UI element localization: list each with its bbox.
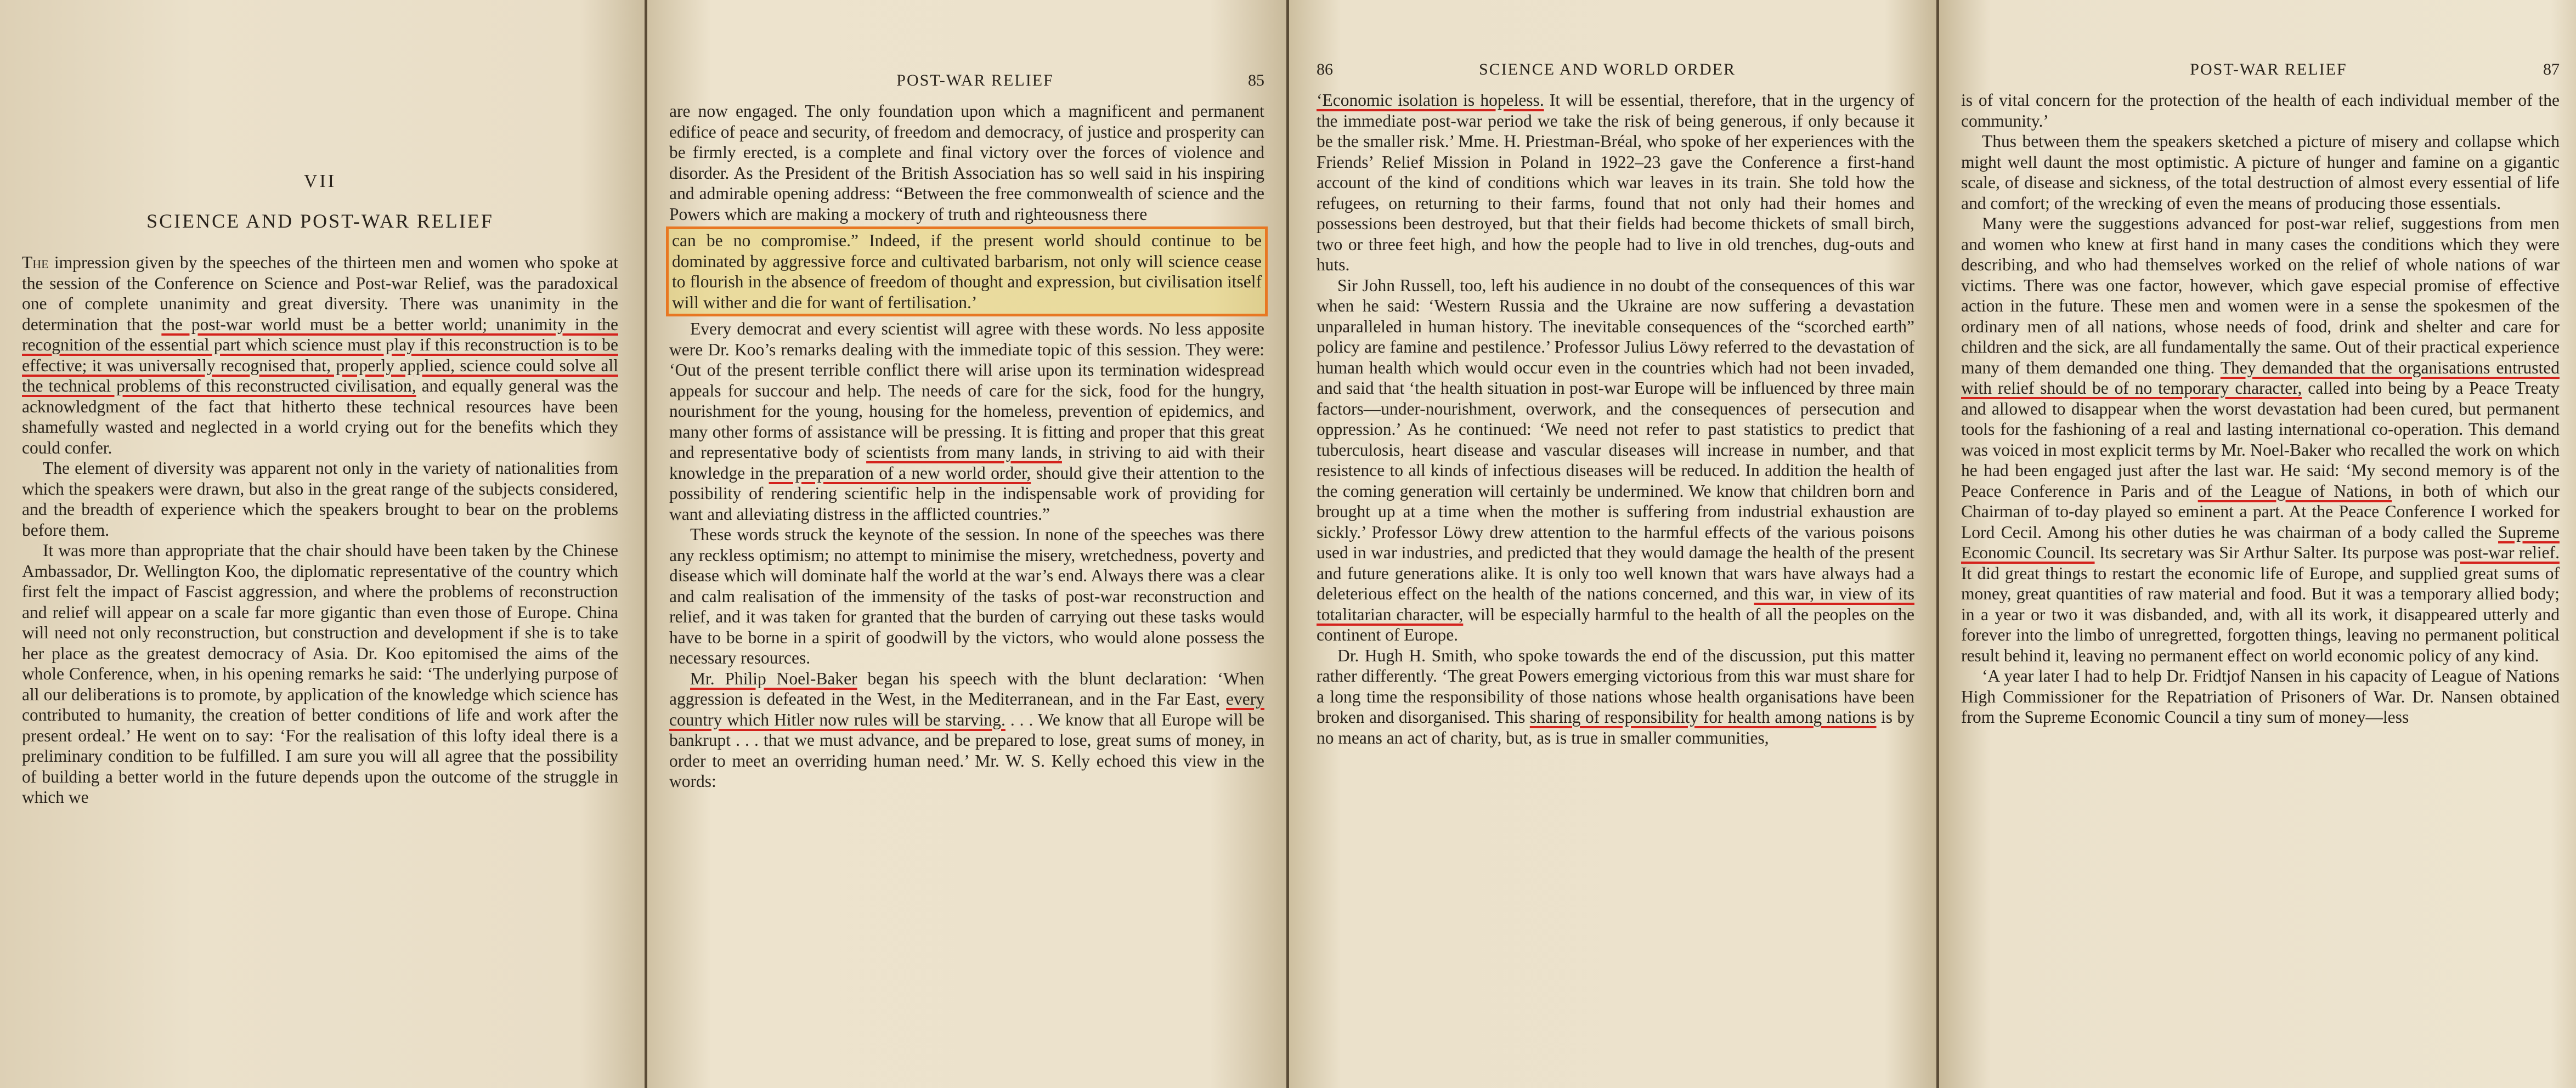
underlined-passage: Supreme Economic Council.: [1961, 522, 2560, 562]
page-number: 85: [1247, 71, 1264, 89]
highlighted-passage: [666, 226, 1268, 316]
page-header: [669, 71, 1264, 93]
highlighted-text: can be no compromise.” Indeed, if the present world should continue to be dominated by aggressive force and cultivated barbarism, not only will science cease to flourish in the absence of freedom of thought and expression, but civilisation itself will wither and die for want of fertilisation.’: [672, 231, 1262, 312]
text-run: and equally general was the acknowledgment of the fact that hitherto these technical resources have been shamefully wasted and neglected in a world crying out for the benefits which they could confer.: [22, 376, 618, 457]
page-85: [647, 0, 1286, 1088]
paragraph: The element of diversity was apparent not only in the variety of nationalities from which the speakers were drawn, but also in the great range of the subjects considered, and the breadth of experience which the speakers brought to bear on the problems before them.: [22, 458, 618, 540]
underlined-passage: sharing of responsibility for health among nations: [1529, 707, 1877, 727]
paragraph: Thus between them the speakers sketched a picture of misery and collapse which might well daunt the most optimistic. A picture of hunger and famine on a gigantic scale, of disease and sickness, of the total destruction of almost every essential of life and comfort; of the wrecking of even the means of producing those essentials.: [1961, 132, 2560, 213]
chapter-number: VII: [303, 171, 337, 191]
page-86-body: [1317, 90, 1914, 748]
page-number: 87: [2543, 60, 2560, 78]
text-run: It will be essential, therefore, that in the urgency of the immediate post-war period we take the risk of being generous, if only because it be the smaller risk.’ Mme. H. Priestman-Bréal, who spoke of her experiences with the Friends’ Relief Mission in Poland in 1922–23 gave the Conference a first-hand account of the kind of conditions which war leaves in its train. She told how the refugees, on returning to their farms, found that not only had their homes and possessions been destroyed, but that their fields had become thickets of small birch, two or three feet high, and how the people had to live in old trenches, dug-outs and huts.: [1317, 90, 1915, 274]
text-run: in striving to aid with their knowledge in: [669, 443, 1265, 483]
underlined-passage: post-war relief.: [2454, 543, 2560, 562]
text-run: should give their attention to the possibility of rendering scientific help in the indispensable work of providing for want and alleviating distress in the afflicted countries.”: [669, 463, 1264, 524]
text-run: Sir John Russell, too, left his audience in no doubt of the consequences of this war when he said: ‘Western Russia and the Ukraine are now suffering a devastation unparalleled in human history. The inevitable consequences of the “scorched earth” policy are famine and pestilence.’ Professor Julius Löwy referred to the devastation of human health which would occur even in the countries which had not been invaded, and said that ‘the health situation in post-war Europe will be influenced by three main factors—under-nourishment, overwork, and the consequences of persecution and oppression.’ As he continued: ‘We need not refer to past statistics to predict that tuberculosis, heart disease and vascular diseases will increase in number, and that resistence to all kinds of infectious diseases will be reduced. In addition the health of the coming generation will certainly be undermined. We know that children born and brought up at a time when the mother is suffering from industrial exhaustion are sickly.’ Professor Löwy drew attention to the harmful effects of the various poisons used in war industries, and predicted that they would damage the health of the present and future generations alike. It is only too well known that wars have always had a deleterious effect on the health of the nations concerned, and: [1317, 275, 1914, 603]
text-run: began his speech with the blunt declaration: ‘When aggression is defeated in the West, in the Mediterranean, and in the Far East,: [669, 668, 1264, 709]
paragraph: [669, 319, 1264, 524]
paragraph: are now engaged. The only foundation upon which a magnificent and permanent edifice of peace and security, of freedom and democracy, of justice and prosperity can be firmly erected, is a complete and final victory over the forces of violence and disorder. As the President of the British Association has so well said in his inspiring and admirable opening address: “Between the free commonwealth of science and the Powers which are making a mockery of truth and righteousness there: [669, 101, 1264, 224]
running-head: SCIENCE AND WORLD ORDER: [1479, 60, 1736, 78]
text-run: Dr. Hugh H. Smith, who spoke towards the end of the discussion, put this matter rather differently. ‘The great Powers emerging victorious from this war must share for a long time the responsibility of those nations whose health organisations have been broken and disorganised. This: [1317, 645, 1914, 727]
text-run: is by no means an act of charity, but, as is true in smaller communities,: [1317, 707, 1915, 747]
paragraph: It was more than appropriate that the chair should have been taken by the Chinese Ambassador, Dr. Wellington Koo, the diplomatic representative of the country which first felt the impact of Fascist aggression, and where the problems of reconstruction and relief will appear on a scale far more gigantic than even those of Europe. China will need not only reconstruction, but construction and development if she is to take her place as the greatest democracy of Asia. Dr. Koo epitomised the aims of the whole Conference, when, in his opening remarks he said: ‘The underlying purpose of all our deliberations is to promote, by application of the knowledge which science has contributed to humanity, the creation of better conditions of life and work after the present ordeal.’ He went on to say: ‘For the realisation of this lofty ideal there is a preliminary condition to be fulfilled. I am sure you will all agree that the possibility of building a better world in the future depends upon the outcome of the struggle in which we: [22, 541, 618, 807]
chapter-title: SCIENCE AND POST-WAR RELIEF: [146, 210, 494, 232]
underlined-passage: scientists from many lands,: [866, 443, 1062, 462]
paragraph: [22, 252, 618, 458]
paragraph: [1961, 213, 2560, 666]
text-run: . . . We know that all Europe will be bankrupt . . . that we must advance, and be prepared to lose, great sums of money, in order to meet an overriding human need.’ Mr. W. S. Kelly echoed this view in the words:: [669, 710, 1264, 791]
paragraph: [669, 668, 1264, 792]
page-87: [1939, 0, 2576, 1088]
paragraph: is of vital concern for the protection of the health of each individual member of the community.’: [1961, 90, 2560, 131]
paragraph: [1317, 275, 1914, 645]
page-85-body: [669, 101, 1264, 792]
underlined-passage: this war, in view of its totalitarian character,: [1317, 584, 1914, 624]
underlined-passage: of the League of Nations,: [2197, 481, 2392, 501]
page-87-body: [1961, 90, 2560, 728]
running-head: POST-WAR RELIEF: [2190, 60, 2347, 78]
underlined-passage: the preparation of a new world order,: [769, 463, 1031, 483]
text-run: It did great things to restart the economic life of Europe, and supplied great sums of money, great quantities of raw material and food. But it was a temporary allied body; in a year or two it was disbanded, and, with all its work, it disappeared utterly and forever into the limbo of unregretted, forgotten things, leaving no permanent political result behind it, leaving no permanent effect on world economic policy of any kind.: [1961, 563, 2560, 665]
text-run: will be especially harmful to the health of all the peoples on the continent of Europe.: [1317, 604, 1914, 644]
underlined-passage: every country which Hitler now rules will be starving.: [669, 689, 1264, 729]
underlined-passage: ‘Economic isolation is hopeless.: [1317, 90, 1544, 110]
paragraph: ‘A year later I had to help Dr. Fridtjof Nansen in his capacity of League of Nations High Commissioner for the Repatriation of Prisoners of War. Dr. Nansen obtained from the Supreme Economic Council a tiny sum of money—less: [1961, 666, 2560, 727]
text-run: called into being by a Peace Treaty and allowed to disappear when the worst devastation had been cured, but permanent tools for the fashioning of a real and lasting international co-operation. This demand was voiced in most explicit terms by Mr. Noel-Baker who recalled the work on which he had been engaged just after the last war. He said: ‘My second memory is of the Peace Conference in Paris and: [1961, 378, 2560, 501]
page-number: 86: [1317, 60, 1333, 78]
underlined-passage: They demanded that the organisations entrusted with relief should be of no temporary character,: [1961, 358, 2560, 398]
paragraph: These words struck the keynote of the session. In none of the speeches was there any reckless optimism; no attempt to minimise the misery, wretchedness, poverty and disease which will dominate half the world at the war’s end. Always there was a clear and calm realisation of the immensity of the tasks of post-war reconstruction and relief, and it was taken for granted that the burden of carrying out these tasks would have to be borne in a spirit of goodwill by the victors, who would alone possess the necessary resources.: [669, 525, 1264, 667]
page-84-body: [22, 252, 618, 808]
text-run: Every democrat and every scientist will agree with these words. No less apposite were Dr. Koo’s remarks dealing with the immediate topic of this session. They were: ‘Out of the present terrible conflict there will arise upon its termination widespread appeals for succour and help. The needs of care for the sick, food for the hungry, nourishment for the young, housing for the homeless, prevention of epidemics, and many other forms of assistance will be pressing. It is fitting and proper that this great and representative body of: [669, 319, 1264, 462]
underlined-passage: Mr. Philip Noel-Baker: [690, 668, 857, 688]
text-run: Many were the suggestions advanced for post-war relief, suggestions from men and women who knew at first hand in many cases the conditions which they were describing, and who had themselves worked on the relief of whole nations of war victims. There was one factor, however, which gave especial promise of effective action in the future. These men and women were in a sense the spokesmen of the ordinary men of all nations, whose needs of food, drink and shelter and care for children and the sick, are all fundamentally the same. Out of their practical experience many of them demanded one thing.: [1961, 214, 2560, 377]
page-header: [1317, 60, 1914, 82]
drop-word: The: [22, 253, 49, 272]
text-run: impression given by the speeches of the thirteen men and women who spoke at the session of the Conference on Science and Post-war Relief, was the paradoxical one of complete unanimity and great diversity. There was unanimity in the determination that: [22, 253, 618, 334]
paragraph: [1317, 90, 1914, 275]
page-86: [1289, 0, 1936, 1088]
page-84: [0, 0, 645, 1088]
page-header: [1961, 60, 2560, 82]
running-head: POST-WAR RELIEF: [896, 71, 1054, 89]
text-run: in both of which our Chairman of to-day played so eminent a part. At the Peace Conference I worked for Lord Cecil. Among his other duties he was chairman of a body called the: [1961, 481, 2560, 542]
paragraph: [1317, 645, 1914, 749]
underlined-passage: the post-war world must be a better world; unanimity in the recognition of the essential part which science must play if this reconstruction is to be effective; it was universally recognised that, properly applied, science could solve all the technical problems of this reconstructed civilisation,: [22, 314, 618, 395]
text-run: Its secretary was Sir Arthur Salter. Its purpose was: [2094, 543, 2454, 562]
